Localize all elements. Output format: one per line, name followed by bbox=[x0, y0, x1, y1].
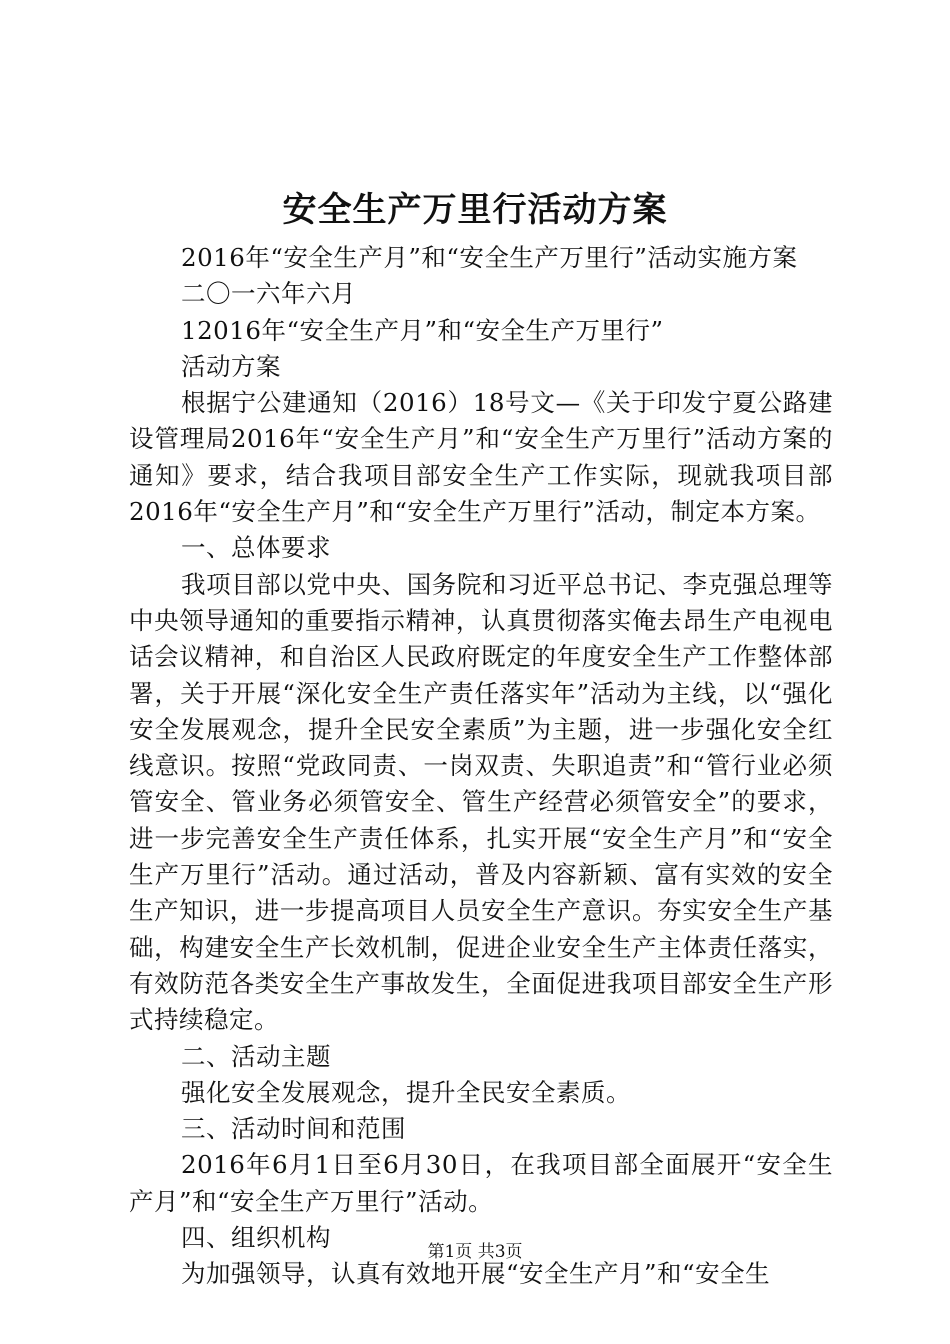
paragraph-activity-title: 12016年“安全生产月”和“安全生产万里行” bbox=[181, 315, 664, 345]
paragraph-activity-theme: 强化安全发展观念，提升全民安全素质。 bbox=[181, 1077, 631, 1107]
paragraph-time-scope: 2016年6月1日至6月30日，在我项目部全面展开“安全生产月”和“安全生产万里行”活动。 bbox=[129, 1150, 833, 1216]
section-heading-time-scope: 三、活动时间和范围 bbox=[181, 1114, 406, 1144]
document-title: 安全生产万里行活动方案 bbox=[282, 190, 668, 230]
paragraph-general-requirements: 我项目部以党中央、国务院和习近平总书记、李克强总理等中央领导通知的重要指示精神，认真贯彻落实俺去昂生产电视电话会议精神，和自治区人民政府既定的年度安全生产工作整体部署，关于开展“深化安全生产责任落实年”活动为主线，以“强化安全发展观念，提升全民安全素质”为主题，进一步强化安全红线意识。按照“党政同责、一岗双责、失职追责”和“管行业必须管安全、管业务必须管安全、管生产经营必须管安全”的要求，进一步完善安全生产责任体系，扎实开展“安全生产月”和“安全生产万里行”活动。通过活动，普及内容新颖、富有实效的安全生产知识，进一步提高项目人员安全生产意识。夯实安全生产基础，构建安全生产长效机制，促进企业安全生产主体责任落实，有效防范各类安全生产事故发生，全面促进我项目部安全生产形式持续稳定。 bbox=[129, 569, 833, 1035]
section-heading-activity-theme: 二、活动主题 bbox=[181, 1041, 331, 1071]
document-body bbox=[129, 240, 833, 1293]
section-heading-organization: 四、组织机构 bbox=[181, 1223, 331, 1253]
section-heading-general-requirements: 一、总体要求 bbox=[181, 533, 331, 563]
page-number-footer: 第1页 共3页 bbox=[427, 1242, 523, 1262]
paragraph-organization: 为加强领导，认真有效地开展“安全生产月”和“安全生 bbox=[181, 1259, 771, 1289]
paragraph-date: 二〇一六年六月 bbox=[181, 279, 356, 309]
paragraph-plan-heading: 2016年“安全生产月”和“安全生产万里行”活动实施方案 bbox=[181, 243, 798, 272]
paragraph-activity-plan: 活动方案 bbox=[181, 351, 281, 381]
paragraph-basis: 根据宁公建通知（2016）18号文—《关于印发宁夏公路建设管理局2016年“安全生产月”和“安全生产万里行”活动方案的通知》要求，结合我项目部安全生产工作实际，现就我项目部2016年“安全生产月”和“安全生产万里行”活动，制定本方案。 bbox=[129, 388, 833, 527]
